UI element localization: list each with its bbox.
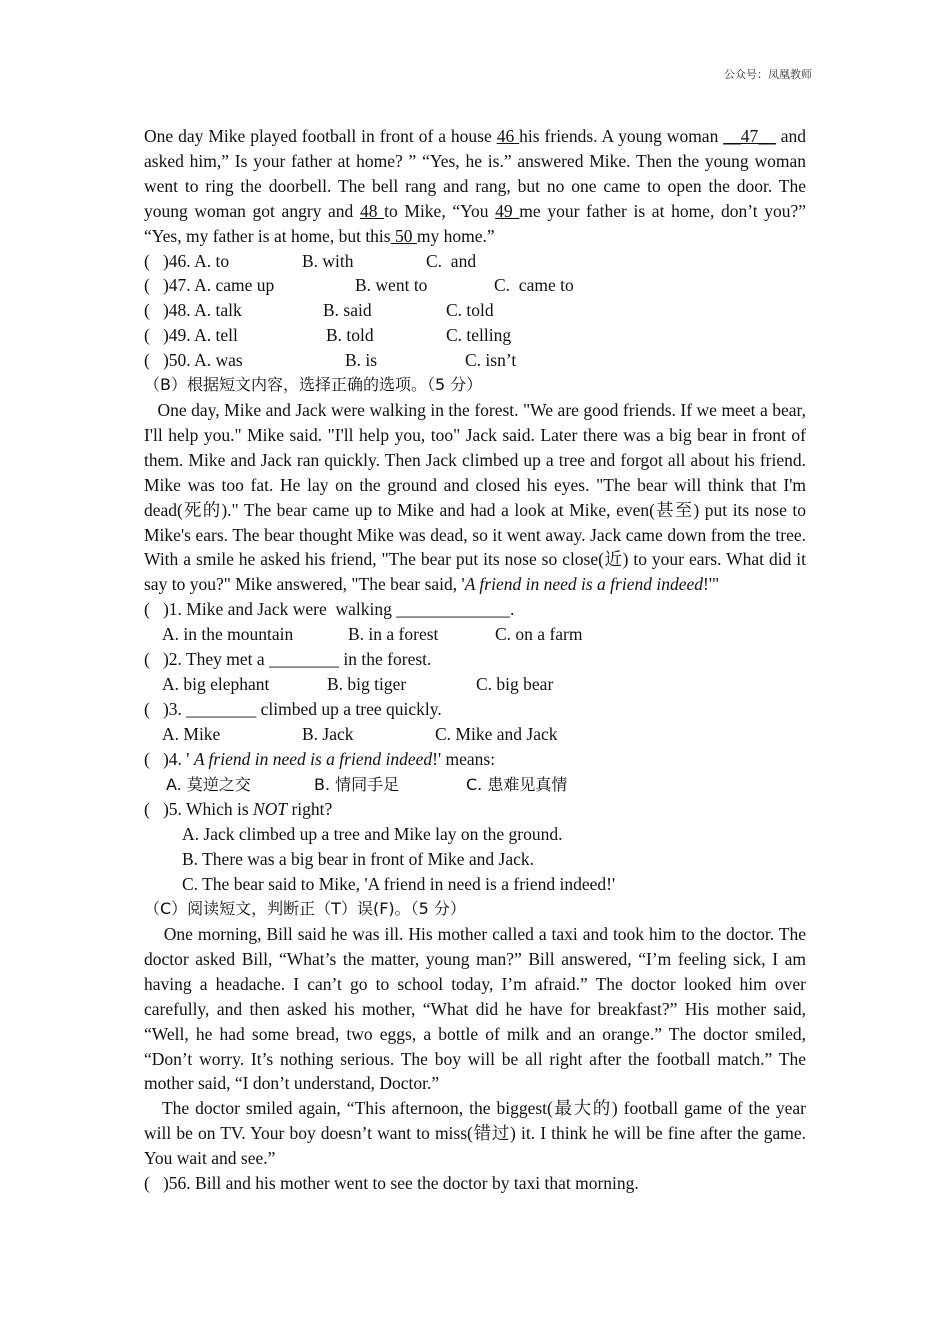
option-c: C. on a farm [495,624,583,645]
options-b4 [144,772,806,798]
options-b3 [144,722,806,747]
blank-49: 49 [495,200,520,221]
section-c-paragraph-1: One morning, Bill said he was ill. His mother called a taxi and took him to the doctor. The doctor asked Bill, “What’s the matter, young man?” Bill answered, “I’m feeling sick, I am having a headache. I can’t go to school today, I’m afraid.” The doctor looked him over carefully, and then asked his mother, “What did he have for breakfast?” His mother said, “Well, he had some bread, two eggs, a bottle of milk and an orange.” The doctor smiled, “Don’t worry. It’s nothing serious. The boy will be all right after the football match.” The mother said, “I don’t understand, Doctor.” [144,924,811,1094]
option-b: B. big tiger [327,673,407,694]
option-b5-c: C. The bear said to Mike, 'A friend in need is a friend indeed!' [182,874,616,895]
question-stem: ( )50. A. was [144,350,243,371]
option-b: B. is [345,350,378,371]
option-b: B. with [302,250,354,271]
option-b5-b: B. There was a big bear in front of Mike and Jack. [182,849,534,870]
passage-text: One day, Mike and Jack were walking in the forest. "We are good friends. If we meet a bear, I'll help you." Mike said. "I'll help you, too" Jack said. Later there was a big bear in front of them. Mike and Jack ran quickly. Then Jack climbed up a tree and forgot all about his friend. Mike was too fat. He lay on the ground and closed his eyes. "The bear will think that I'm dead(死的)." The bear came up to Mike and had a look at Mike, even(甚至) put its nose to Mike's ears. The bear thought Mike was dead, so it went away. Jack came down from the tree. With a smile he asked his friend, "The bear put its nose so close(近) to your ears. What did it say to you?" Mike answered, "The bear said, ' [144,399,811,595]
blank-46: 46 [496,126,520,146]
question-49 [144,323,806,348]
question-48 [144,298,806,323]
question-stem: ( )48. A. talk [144,300,242,321]
question-stem: !' means: [432,748,496,769]
option-a: A. 莫逆之交 [166,774,251,794]
passage-italic: A friend in need is a friend indeed [464,574,704,595]
blank-50: 50 [390,225,417,246]
question-stem: ( )5. Which is [144,799,254,820]
question-stem: ( )46. A. to [144,250,230,271]
question-b3: ( )3. ________ climbed up a tree quickly. [144,698,442,719]
option-b: B. went to [355,275,428,296]
option-c: C. Mike and Jack [435,723,558,744]
passage-text: One day Mike played football in front of a house [144,126,497,146]
blank-47: __47__ [723,126,776,146]
question-b2: ( )2. They met a ________ in the forest. [144,649,432,670]
section-b-title: （B）根据短文内容，选择正确的选项。（5 分） [144,375,483,395]
question-b1: ( )1. Mike and Jack were walking _____________. [144,599,515,620]
question-italic: NOT [253,799,288,820]
question-b4 [144,747,806,772]
option-b: B. in a forest [348,624,439,645]
question-italic: A friend in need is a friend indeed [193,748,433,769]
section-c-title: （C）阅读短文，判断正（T）误(F)。（5 分） [144,899,466,919]
passage-text: me your father is at home, don’t you?” “Yes, my father is at home, but this [144,200,807,246]
option-b: B. 情同手足 [314,774,400,794]
question-stem: ( )47. A. came up [144,275,275,296]
option-c: C. 患难见真情 [466,774,568,794]
option-c: C. and [426,250,477,271]
option-a: A. in the mountain [162,624,294,645]
options-b1 [144,622,806,647]
question-56: ( )56. Bill and his mother went to see the doctor by taxi that morning. [144,1173,639,1194]
passage-text: his friends. A young woman [519,126,724,146]
option-b: B. said [323,300,372,321]
option-c: C. came to [494,275,574,296]
passage-text: to Mike, “You [384,200,496,221]
option-b: B. told [326,325,374,346]
option-a: A. Mike [162,723,221,744]
option-c: C. isn’t [465,350,517,371]
section-b-passage [144,398,811,597]
option-c: C. told [446,300,494,321]
document-body [144,124,811,1196]
option-c: C. big bear [476,673,554,694]
passage-text: !'" [703,574,720,595]
question-b5 [144,797,806,822]
page-header: 公众号：凤凰教师 [724,68,812,81]
option-b5-a: A. Jack climbed up a tree and Mike lay on the ground. [182,824,563,845]
passage-text: my home.” [416,225,495,246]
section-c-paragraph-2: The doctor smiled again, “This afternoon, the biggest(最大的) football game of the year will be on TV. Your boy doesn’t want to miss(错过) it. I think he will be fine after the game. You wait and see.” [144,1098,811,1169]
passage-text: and asked him,” Is your father at home? ” “Yes, he is.” answered Mike. Then the young woman went to ring the doorbell. The bell rang and rang, but no one came to open the door. The young woman got angry and [144,126,806,221]
cloze-passage [144,124,806,249]
option-a: A. big elephant [162,673,270,694]
blank-48: 48 [359,200,385,221]
question-stem: ( )4. ' [144,748,194,769]
options-b2 [144,672,806,697]
question-47 [144,273,806,298]
question-46 [144,249,806,274]
option-b: B. Jack [302,723,354,744]
question-stem: right? [287,799,333,820]
question-stem: ( )49. A. tell [144,325,238,346]
option-c: C. telling [446,325,512,346]
question-50 [144,348,806,373]
